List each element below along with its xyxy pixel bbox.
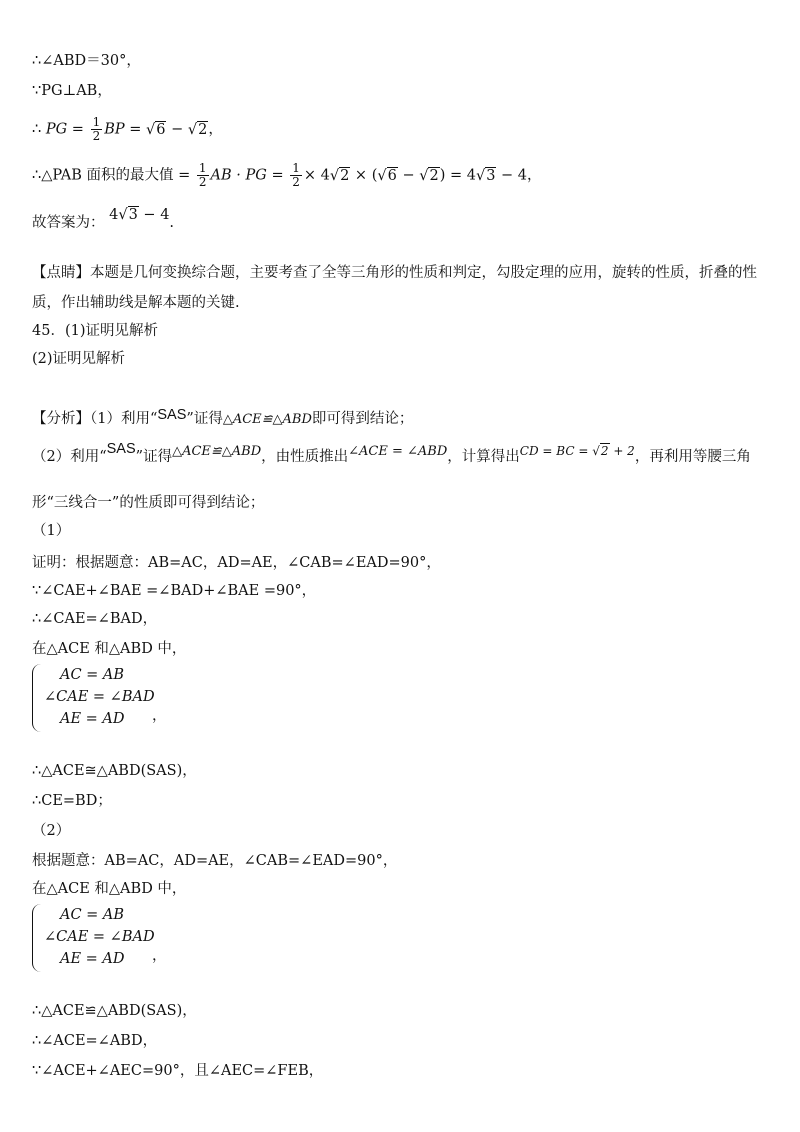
section-label: （2） [32,823,71,839]
answer-heading: 45．(1)证明见解析 [32,323,158,339]
brace-icon [32,664,41,732]
brace-icon [32,904,41,972]
fraction: $\frac{1}{2}$ [92,115,101,143]
answer-expression: 4√3 − 4 [109,207,170,223]
fraction: $\frac{1}{2}$ [198,161,207,189]
formula-text: ∴△PAB 面积的最大值 = [32,167,195,184]
formula-text: BP = [104,121,146,138]
text-line: ∵∠CAE+∠BAE =∠BAD+∠BAE =90°， [32,583,317,599]
sqrt: √2 [329,167,350,184]
text-line: ∴∠CAE=∠BAD， [32,611,158,627]
text-line: 根据题意：AB=AC，AD=AE，∠CAB=∠EAD=90°， [32,853,398,869]
answer-label: 故答案为： [32,215,105,231]
section-label: （1） [32,523,71,539]
sqrt: √6 [145,121,166,138]
fraction: $\frac{1}{2}$ [292,161,300,189]
equation-system: AC = AB ∠CAE = ∠BAD AE = AD ， [32,904,162,972]
text-line: ∴△ACE≌△ABD(SAS)， [32,1003,197,1019]
text-line: ∴△ACE≅△ABD(SAS)， [32,763,197,779]
text-line: 形“三线合一”的性质即可得到结论； [32,495,265,511]
answer-item: (2)证明见解析 [32,351,126,367]
text-line: 证明：根据题意：AB=AC，AD=AE，∠CAB=∠EAD=90°， [32,555,441,571]
analysis-line: 【分析】（1）利用“SAS”证得△ACE≌△ABD即可得到结论； [32,407,414,427]
analysis-line: （2）利用“SAS”证得△ACE≌△ABD，由性质推出∠ACE = ∠ABD，计算得出$^{CD = BC = √2 + 2}$，再利用等腰三角 [32,441,751,465]
formula-line: ∴ PG = $\frac{1}{2}$ BP = √6 − √2， [32,115,223,143]
sqrt: √2 [187,121,208,138]
text-line: 在△ACE 和△ABD 中， [32,641,187,657]
formula-text: PG = [45,121,89,138]
sqrt: √6 [377,167,397,184]
text-line: ∵PG⊥AB， [32,83,112,99]
comment-paragraph: 【点睛】本题是几何变换综合题，主要考查了全等三角形的性质和判定，勾股定理的应用，旋转的性质，折叠的性质，作出辅助线是解本题的关键. [32,265,757,311]
therefore-symbol: ∴ [32,121,42,138]
answer-line: 故答案为： 4√3 − 4. [32,207,175,231]
sqrt: √3 [475,167,496,184]
sqrt: √2 [419,167,439,184]
text-line: ∵∠ACE+∠AEC=90°，且∠AEC=∠FEB， [32,1063,324,1079]
text-line: 在△ACE 和△ABD 中， [32,881,187,897]
text-line: ∴∠ABD＝30°， [32,53,141,69]
formula-line: ∴△PAB 面积的最大值 = $\frac{1}{2}$ AB · PG = $\frac{1}{2}$ × 4√2 × (√6 − √2) = 4√3 − 4， [32,161,542,189]
text-line: ∴CE=BD； [32,793,112,809]
equation-system: AC = AB ∠CAE = ∠BAD AE = AD ， [32,664,162,732]
text-line: ∴∠ACE=∠ABD， [32,1033,158,1049]
